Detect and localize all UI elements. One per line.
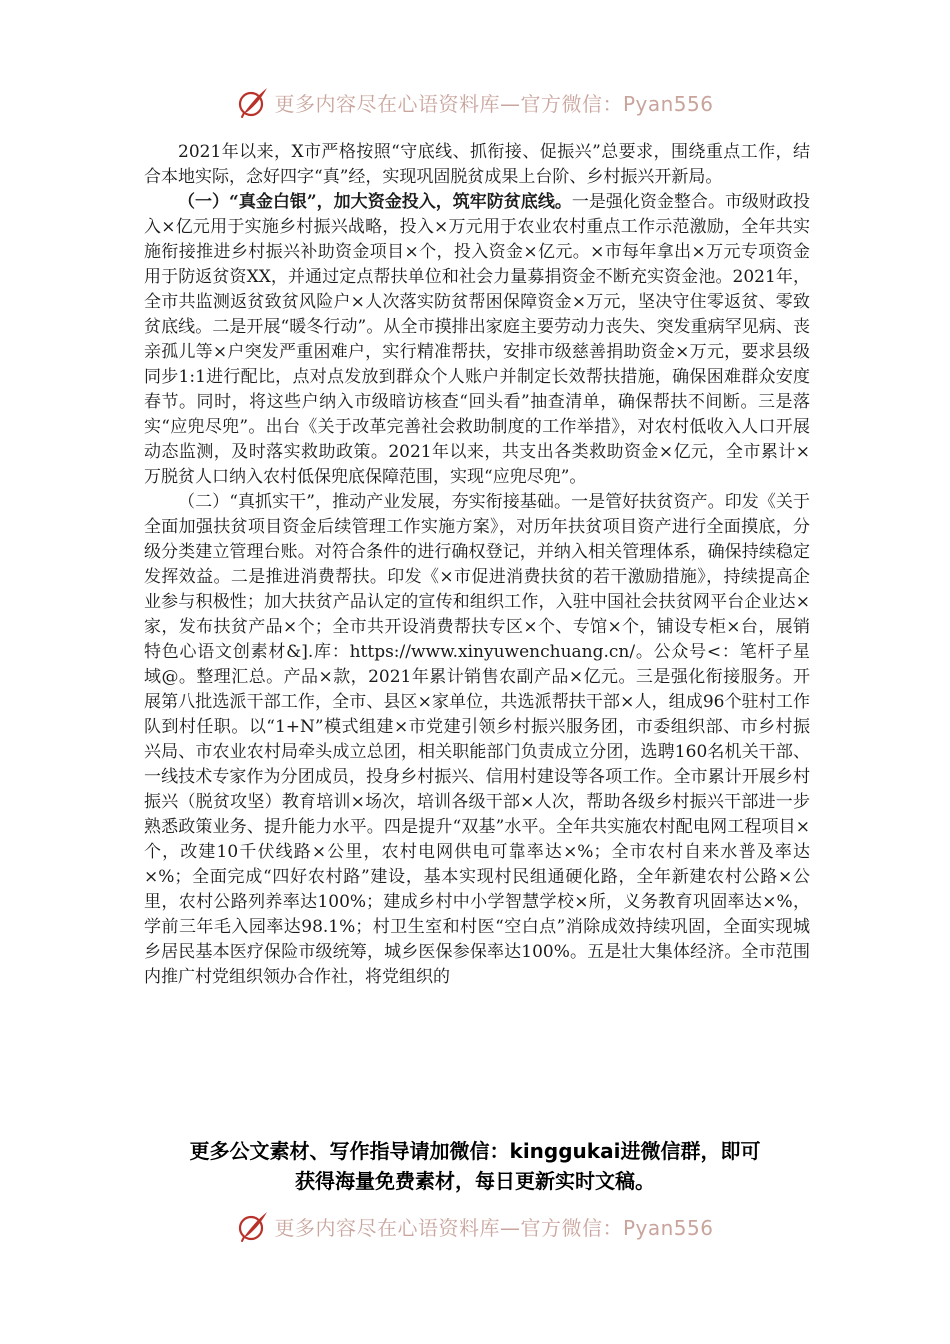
section-2-text: （二）“真抓实干”，推动产业发展，夯实衔接基础。一是管好扶贫资产。印发《关于全面加强扶贫项目资金后续管理工作实施方案》，对历年扶贫项目资产进行全面摸底，分级分类建立管理台账。对符合条件的进行确权登记，并纳入相关管理体系，确保持续稳定发挥效益。二是推进消费帮扶。印发《×市促进消费扶贫的若干激励措施》，持续提高企业参与积极性；加大扶贫产品认定的宣传和组织工作，入驻中国社会扶贫网平台企业达×家，发布扶贫产品×个；全市共开设消费帮扶专区×个、专馆×个，铺设专柜×台，展销特色心语文创素材&].库：https://www.xinyuwenchuang.cn/。公众号<：笔杆子星域@。整理汇总。产品×款，2021年累计销售农副产品×亿元。三是强化衔接服务。开展第八批选派干部工作，全市、县区×家单位，共选派帮扶干部×人，组成96个驻村工作队到村任职。以“1+N”模式组建×市党建引领乡村振兴服务团，市委组织部、市乡村振兴局、市农业农村局牵头成立总团，相关职能部门负责成立分团，选聘160名机关干部、一线技术专家作为分团成员，投身乡村振兴、信用村建设等各项工作。全市累计开展乡村振兴（脱贫攻坚）教育培训×场次，培训各级干部×人次，帮助各级乡村振兴干部进一步熟悉政策业务、提升能力水平。四是提升“双基”水平。全年共实施农村配电网工程项目×个，改建10千伏线路×公里，农村电网供电可靠率达×%；全市农村自来水普及率达×%；全面完成“四好农村路”建设，基本实现村民组通硬化路，全年新建农村公路×公里，农村公路列养率达100%；建成乡村中小学智慧学校×所，义务教育巩固率达×%，学前三年毛入园率达98.1%；村卫生室和村医“空白点”消除成效持续巩固，全面实现城乡居民基本医疗保险市级统筹，城乡医保参保率达100%。五是壮大集体经济。全市范围内推广村党组织领办合作社，将党组织的: [144, 492, 810, 987]
section-2-paragraph: [144, 490, 810, 990]
footer-banner: [0, 1206, 950, 1246]
header-banner: [0, 82, 950, 122]
section-1-heading: （一）“真金白银”，加大资金投入，筑牢防贫底线。: [178, 192, 572, 212]
intro-paragraph: [144, 140, 810, 190]
banner-text: 更多内容尽在心语资料库—官方微信：Pyan556: [274, 1215, 714, 1240]
banner-text: 更多内容尽在心语资料库—官方微信：Pyan556: [274, 91, 714, 116]
footer-note: [120, 1136, 830, 1196]
section-1-paragraph: [144, 190, 810, 490]
document-body: [144, 140, 810, 990]
intro-text: 2021年以来，X市严格按照“守底线、抓衔接、促振兴”总要求，围绕重点工作，结合本地实际，念好四字“真”经，实现巩固脱贫成果上台阶、乡村振兴开新局。: [144, 142, 810, 187]
quill-pen-logo-icon: [236, 85, 270, 119]
footer-note-line-1: 更多公文素材、写作指导请加微信：kinggukai进微信群，即可: [189, 1139, 761, 1163]
footer-note-line-2: 获得海量免费素材，每日更新实时文稿。: [295, 1169, 655, 1193]
section-1-text: 一是强化资金整合。市级财政投入×亿元用于实施乡村振兴战略，投入×万元用于农业农村重点工作示范激励，全年共实施衔接推进乡村振兴补助资金项目×个，投入资金×亿元。×市每年拿出×万元专项资金用于防返贫资XX，并通过定点帮扶单位和社会力量募捐资金不断充实资金池。2021年，全市共监测返贫致贫风险户×人次落实防贫帮困保障资金×万元，坚决守住零返贫、零致贫底线。二是开展“暖冬行动”。从全市摸排出家庭主要劳动力丧失、突发重病罕见病、丧亲孤儿等×户突发严重困难户，实行精准帮扶，安排市级慈善捐助资金×万元，要求县级同步1:1进行配比，点对点发放到群众个人账户并制定长效帮扶措施，确保困难群众安度春节。同时，将这些户纳入市级暗访核查“回头看”抽查清单，确保帮扶不间断。三是落实“应兜尽兜”。出台《关于改革完善社会救助制度的工作举措》，对农村低收入人口开展动态监测，及时落实救助政策。2021年以来，共支出各类救助资金×亿元，全市累计×万脱贫人口纳入农村低保兜底保障范围，实现“应兜尽兜”。: [144, 192, 810, 487]
quill-pen-logo-icon: [236, 1209, 270, 1243]
